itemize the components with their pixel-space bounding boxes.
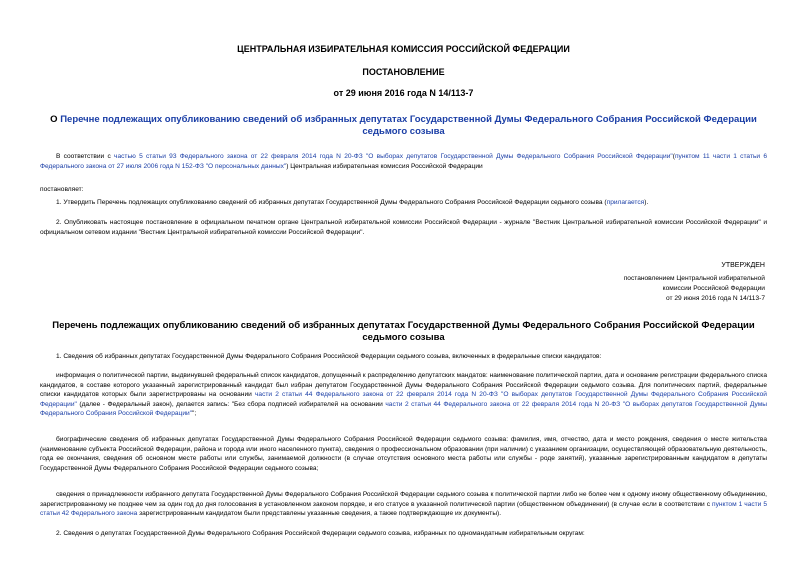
p3-law-link[interactable]: пунктом 1 части 5 статьи 42 Федерального закона: [40, 500, 768, 518]
preamble-law-link[interactable]: частью 5 статьи 93 Федерального закона от 22 февраля 2014 года N 20-ФЗ "О выборах депутатов Государственной Думы Федерального Собрания Российской Федерации": [114, 153, 673, 160]
p1-law-link-1[interactable]: части 2 статьи 44 Федерального закона от 22 февраля 2014 года N 20-ФЗ "О выборах депутатов Государственной Думы Федерального Собрания Российской Федерации": [40, 391, 767, 408]
doc-type-heading: ПОСТАНОВЛЕНИЕ: [362, 67, 445, 77]
item-2: 2. Опубликовать настоящее постановление в официальном печатном органе Центральной избирательной комиссии Российской Федерации - журнале "Вестник Центральной избирательной комиссии Российской Федерации" и официальном сетевом издании "Вестник Центральной избирательной комиссии Российской Федерации".: [40, 219, 767, 236]
approval-line-2: комиссии Российской Федерации: [662, 285, 765, 292]
preamble-text-3: ) Центральная избирательная комиссия Российской Федерации: [286, 162, 483, 170]
p3-text-2: зарегистрированным кандидатом были представлены указанные сведения, а также подтверждающие их документы).: [137, 510, 502, 518]
section-2-heading: 2. Сведения о депутатах Государственной Думы Федерального Собрания Российской Федерации седьмого созыва, избранных по одномандатным избирательным округам:: [56, 530, 585, 537]
item-1-link[interactable]: прилагается: [606, 199, 645, 206]
preamble-text-2: (: [672, 153, 675, 160]
list-title: Перечень подлежащих опубликованию сведений об избранных депутатах Государственной Думы Федерального Собрания Российской Федерации седьмого созыва: [52, 320, 755, 343]
paragraph-party-info: [40, 371, 767, 419]
paragraph-biography: биографические сведения об избранных депутатах Государственной Думы Федерального Собрания Российской Федерации седьмого созыва: фамилия, имя, отчество, дата и место рождения, сведения о месте жительства (наименование субъекта Российской Федерации, района и города или иного населенного пункта), сведения о профессиональном образовании (при наличии) с указанием организации, осуществляющей образовательную деятельность, года ее окончания, сведения об основном месте работы или службы, занимаемой должности (в случае отсутствия основного места работы или службы - роде занятий), указанные зарегистрированным кандидатом в депутаты Государственной Думы Федерального Собрания Российской Федерации седьмого созыва;: [40, 436, 767, 472]
section-1-heading: 1. Сведения об избранных депутатах Государственной Думы Федерального Собрания Российской Федерации седьмого созыва, включенных в федеральные списки кандидатов:: [56, 353, 602, 360]
item-1: [40, 198, 767, 208]
p1-text-3: ";: [192, 410, 197, 418]
approval-line-3: от 29 июня 2016 года N 14/113-7: [666, 295, 765, 302]
preamble-personal-data-link[interactable]: пунктом 11 части 1 статьи 6 Федерального закона от 27 июля 2006 года N 152-ФЗ "О персональных данных": [40, 153, 767, 170]
p1-text-2: (далее - Федеральный закон), делается запись: "Без сбора подписей избирателей на основании: [76, 400, 386, 408]
p1-text-1: информация о политической партии, выдвинувшей федеральный список кандидатов, допущенный к распределению депутатских мандатов: наименование политической партии, дата и основание регистрации федерального списка кандидатов, в составе которого указанный зарегистрированный кандидат был избран депутатом Государственной Думы Федерального Собрания Российской Федерации седьмого созыва. Для политических партий, федеральные списки кандидатов которых были зарегистрированы на основании: [40, 372, 767, 399]
approval-block: [545, 261, 765, 304]
resolves-label: постановляет:: [40, 186, 84, 193]
paragraph-party-membership: [40, 490, 767, 519]
item-1-end: ).: [644, 199, 649, 206]
title-link[interactable]: Перечне подлежащих опубликованию сведений об избранных депутатах Государственной Думы Федерального Собрания Российской Федерации седьмого созыва: [60, 114, 757, 137]
document-title: [40, 114, 767, 138]
preamble-text-1: В соответствии с: [56, 153, 115, 160]
approval-title: УТВЕРЖДЕН: [721, 262, 765, 269]
p3-text-1: сведения о принадлежности избранного депутата Государственной Думы Федерального Собрания Российской Федерации седьмого созыва к политической партии либо не более чем к одному иному общественному объединению, зарегистрированному не позднее чем за один год до дня голосования в установленном законом порядке, и его статусе в указанной политической партии (общественном объединении) (в случае если в соответствии с: [40, 491, 767, 508]
item-1-text: 1. Утвердить Перечень подлежащих опубликованию сведений об избранных депутатах Государственной Думы Федерального Собрания Российской Федерации седьмого созыва (: [56, 199, 607, 206]
approval-line-1: постановлением Центральной избирательной: [623, 275, 765, 282]
title-prefix: О: [50, 114, 61, 125]
p1-law-link-2[interactable]: части 2 статьи 44 Федерального закона от 22 февраля 2014 года N 20-ФЗ "О выборах депутатов Государственной Думы Федерального Собрания Российской Федерации": [40, 400, 767, 418]
date-number-heading: от 29 июня 2016 года N 14/113-7: [333, 88, 474, 98]
preamble: [40, 152, 767, 171]
org-heading: ЦЕНТРАЛЬНАЯ ИЗБИРАТЕЛЬНАЯ КОМИССИЯ РОССИЙСКОЙ ФЕДЕРАЦИИ: [237, 44, 570, 54]
